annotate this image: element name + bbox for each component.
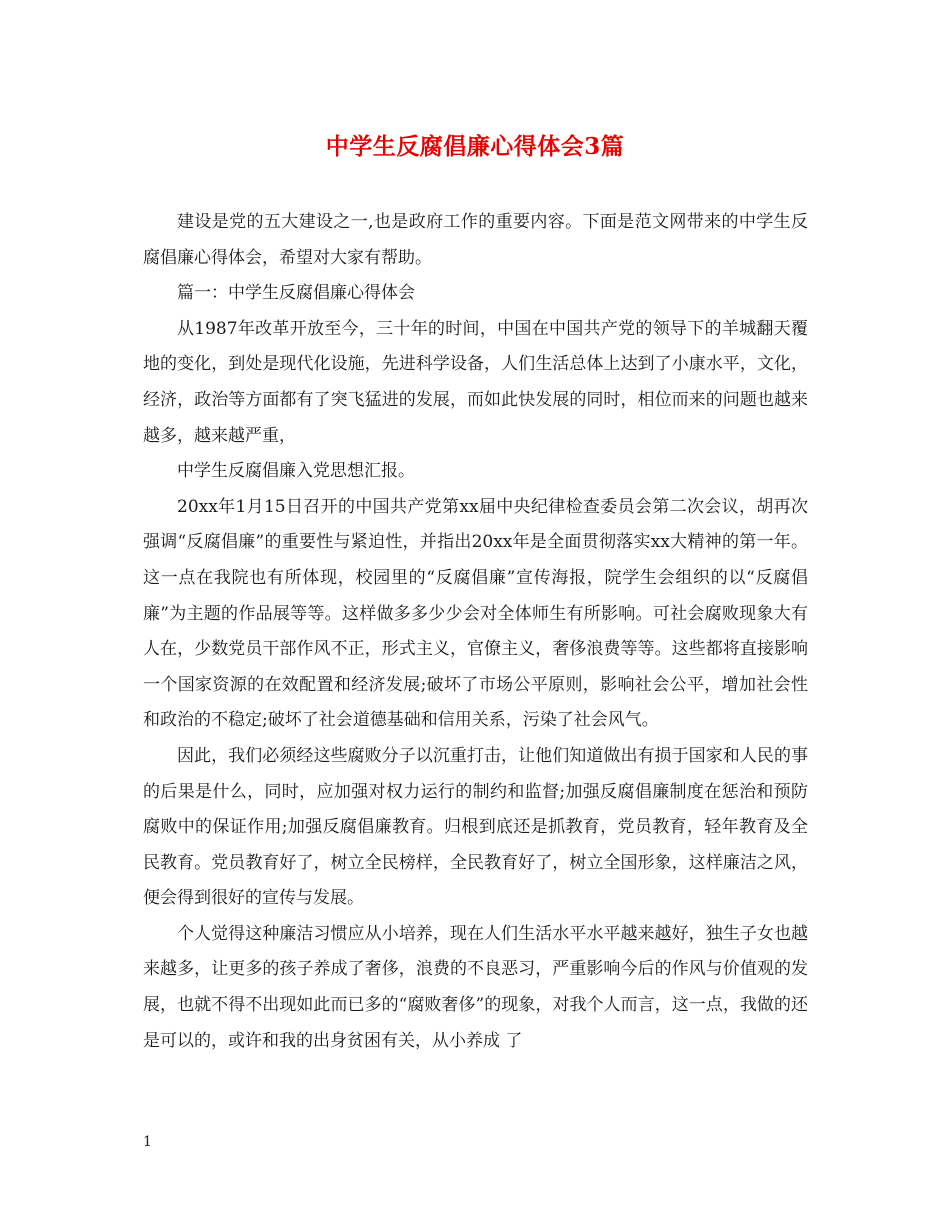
page-title: 中学生反腐倡廉心得体会3篇: [325, 133, 625, 160]
paragraph-intro: 建设是党的五大建设之一,也是政府工作的重要内容。下面是范文网带来的中学生反腐倡廉心得体会，希望对大家有帮助。: [143, 212, 808, 268]
document-body: [143, 205, 808, 1059]
paragraph-report-note: 中学生反腐倡廉入党思想汇报。: [177, 461, 415, 482]
paragraph-meeting: 20xx年1月15日召开的中国共产党第xx届中央纪律检查委员会第二次会议，胡再次强调“反腐倡廉”的重要性与紧迫性，并指出20xx年是全面贯彻落实xx大精神的第一年。这一点在我院也有所体现，校园里的“反腐倡廉”宣传海报，院学生会组织的以“反腐倡廉”为主题的作品展等等。这样做多多少少会对全体师生有所影响。可社会腐败现象大有人在，少数党员干部作风不正，形式主义，官僚主义，奢侈浪费等等。这些都将直接影响一个国家资源的在效配置和经济发展;破坏了市场公平原则，影响社会公平，增加社会性和政治的不稳定;破坏了社会道德基础和信用关系，污染了社会风气。: [143, 496, 808, 731]
paragraph-section-heading: 篇一：中学生反腐倡廉心得体会: [177, 283, 415, 304]
paragraph-reform: 从1987年改革开放至今，三十年的时间，中国在中国共产党的领导下的羊城翻天覆地的变化，到处是现代化设施，先进科学设备，人们生活总体上达到了小康水平，文化，经济，政治等方面都有了突飞猛进的发展，而如此快发展的同时，相位而来的问题也越来越多，越来越严重，: [143, 318, 808, 446]
paragraph-therefore: 因此，我们必须经这些腐败分子以沉重打击，让他们知道做出有损于国家和人民的事的后果是什么，同时，应加强对权力运行的制约和监督;加强反腐倡廉制度在惩治和预防腐败中的保证作用;加强反腐倡廉教育。归根到底还是抓教育，党员教育，轻年教育及全民教育。党员教育好了，树立全民榜样，全民教育好了，树立全国形象，这样廉洁之风，便会得到很好的宣传与发展。: [143, 745, 808, 909]
page-number: 1: [143, 1134, 152, 1150]
paragraph-personal: 个人觉得这种廉洁习惯应从小培养，现在人们生活水平水平越来越好，独生子女也越来越多，让更多的孩子养成了奢侈，浪费的不良恶习，严重影响今后的作风与价值观的发展，也就不得不出现如此而已多的“腐败奢侈”的现象，对我个人而言，这一点，我做的还是可以的，或许和我的出身贫困有关，从小养成 了: [143, 923, 808, 1051]
